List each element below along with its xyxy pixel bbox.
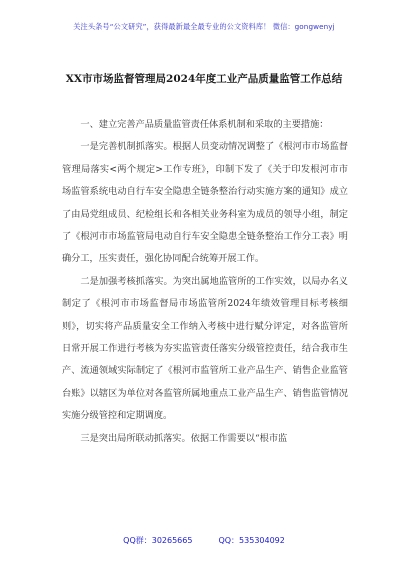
qq-group-number: QQ群：30265665: [123, 536, 193, 545]
qq-number: QQ：535304092: [218, 536, 285, 545]
paragraph: 三是突出局所联动抓落实。依据工作需要以“根市监: [80, 432, 288, 444]
footer-contact: [0, 535, 408, 546]
paragraph: 二是加强考核抓落实。为突出属地监管所的工作实效，以局办名义制定了《根河市市场监督局市场监管所2024年绩效管理目标考核细则》，切实将产品质量安全工作纳入考核中进行赋分评定，对各监管所日常开展工作进行考核为夯实监管责任落实分级管控责任，结合我市生产、流通领域实际制定了《根河市监管所工业产品生产、销售企业监管台账》以辖区为单位对各监管所属地重点工业产品生产、销售监管情况实施分级管控和定期调度。: [62, 275, 348, 422]
document-title: XX市市场监督管理局2024年度工业产品质量监管工作总结: [65, 73, 343, 85]
promo-banner: 关注头条号“公文研究”，获得最新最全最专业的公文资料库！ 微信：gongwenyj: [73, 22, 335, 31]
section-heading: 一、建立完善产品质量监管责任体系机制和采取的主要措施：: [80, 119, 329, 130]
document-body: [62, 114, 348, 450]
paragraph: 一是完善机制抓落实。根据人员变动情况调整了《根河市市场监督管理局落实<两个规定>工作专班》，印制下发了《关于印发根河市市场监管系统电动自行车安全隐患全链条整治行动实施方案的通知》成立了由局党组成员、纪检组长和各相关业务科室为成员的领导小组，制定了《根河市市场监管局电动自行车安全隐患全链条整治工作分工表》明确分工，压实责任，强化协同配合统筹开展工作。: [62, 141, 348, 265]
